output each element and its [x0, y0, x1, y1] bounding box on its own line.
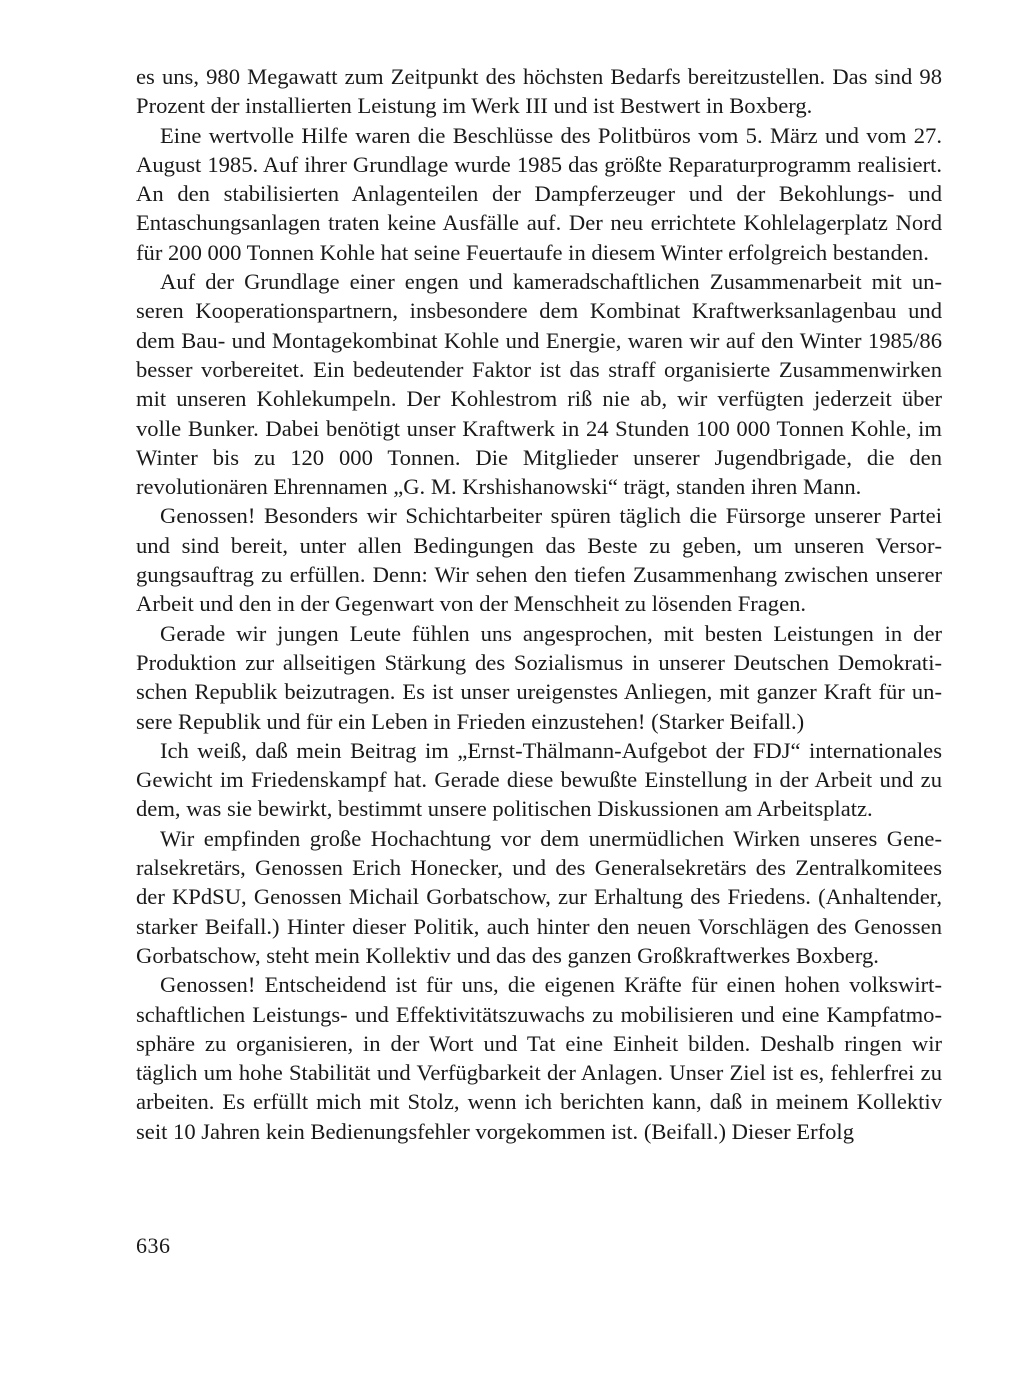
paragraph-7: Wir empfinden große Hochachtung vor dem unermüdlichen Wirken unseres Generalsekretärs, Genossen Erich Honecker, und des Generalsekretärs des Zentralkomitees der KPdSU, Genossen Michail Gorbatschow, zur Erhaltung des Friedens. (Anhaltender, starker Beifall.) Hinter dieser Politik, auch hinter den neuen Vorschlägen des Genossen Gorbatschow, steht mein Kollektiv und das des ganzen Großkraftwerkes Boxberg. — [136, 825, 942, 968]
paragraph-8: Genossen! Entscheidend ist für uns, die eigenen Kräfte für einen hohen volkswirtschaftlichen Leistungs- und Effektivitätszuwachs zu mobilisieren und eine Kampfatmosphäre zu organisieren, in der Wort und Tat eine Einheit bilden. Deshalb ringen wir täglich um hohe Stabilität und Verfügbarkeit der Anlagen. Unser Ziel ist es, fehlerfrei zu arbeiten. Es erfüllt mich mit Stolz, wenn ich berichten kann, daß in meinem Kollektiv seit 10 Jahren kein Bedienungsfehler vorgekommen ist. (Beifall.) Dieser Erfolg — [136, 972, 942, 1144]
page-body — [136, 62, 942, 1146]
paragraph-1: es uns, 980 Megawatt zum Zeitpunkt des höchsten Bedarfs bereitzustellen. Das sind 98 Prozent der installierten Leistung im Werk III und ist Bestwert in Boxberg. — [136, 64, 942, 119]
paragraph-5: Gerade wir jungen Leute fühlen uns angesprochen, mit besten Leistungen in der Produktion zur allseitigen Stärkung des Sozialismus in unserer Deutschen Demokratischen Republik beizutragen. Es ist unser ureigenstes Anliegen, mit ganzer Kraft für unsere Republik und für ein Leben in Frieden einzustehen! (Starker Beifall.) — [136, 620, 942, 734]
paragraph-6: Ich weiß, daß mein Beitrag im „Ernst-Thälmann-Aufgebot der FDJ“ internationales Gewicht im Friedenskampf hat. Gerade diese bewußte Einstellung in der Arbeit und zu dem, was sie bewirkt, bestimmt unsere politischen Diskussionen am Arbeitsplatz. — [136, 737, 942, 822]
paragraph-2: Eine wertvolle Hilfe waren die Beschlüsse des Politbüros vom 5. März und vom 27. August 1985. Auf ihrer Grundlage wurde 1985 das größte Reparaturprogramm realisiert. An den stabilisierten Anlagenteilen der Dampferzeuger und der Bekohlungs- und Entaschungsanlagen traten keine Ausfälle auf. Der neu errichtete Kohlelagerplatz Nord für 200 000 Tonnen Kohle hat seine Feuertaufe in diesem Winter erfolgreich bestanden. — [136, 122, 942, 265]
paragraph-4: Genossen! Besonders wir Schichtarbeiter spüren täglich die Fürsorge unserer Partei und sind bereit, unter allen Bedingungen das Beste zu geben, um unseren Versorgungsauftrag zu erfüllen. Denn: Wir sehen den tiefen Zusammenhang zwischen unserer Arbeit und den in der Gegenwart von der Menschheit zu lösenden Fragen. — [136, 503, 942, 617]
page-number: 636 — [136, 1233, 171, 1258]
paragraph-3: Auf der Grundlage einer engen und kameradschaftlichen Zusammenarbeit mit unseren Kooperationspartnern, insbesondere dem Kombinat Kraftwerksanlagenbau und dem Bau- und Montagekombinat Kohle und Energie, waren wir auf den Winter 1985/86 besser vorbereitet. Ein bedeutender Faktor ist das straff organisierte Zusammenwirken mit unseren Kohlekumpeln. Der Kohlestrom riß nie ab, wir verfügten jederzeit über volle Bunker. Dabei benötigt unser Kraftwerk in 24 Stunden 100 000 Tonnen Kohle, im Winter bis zu 120 000 Tonnen. Die Mitglieder unserer Jugendbrigade, die den revolutionären Ehrennamen „G. M. Krshishanowski“ trägt, standen ihren Mann. — [136, 269, 942, 500]
